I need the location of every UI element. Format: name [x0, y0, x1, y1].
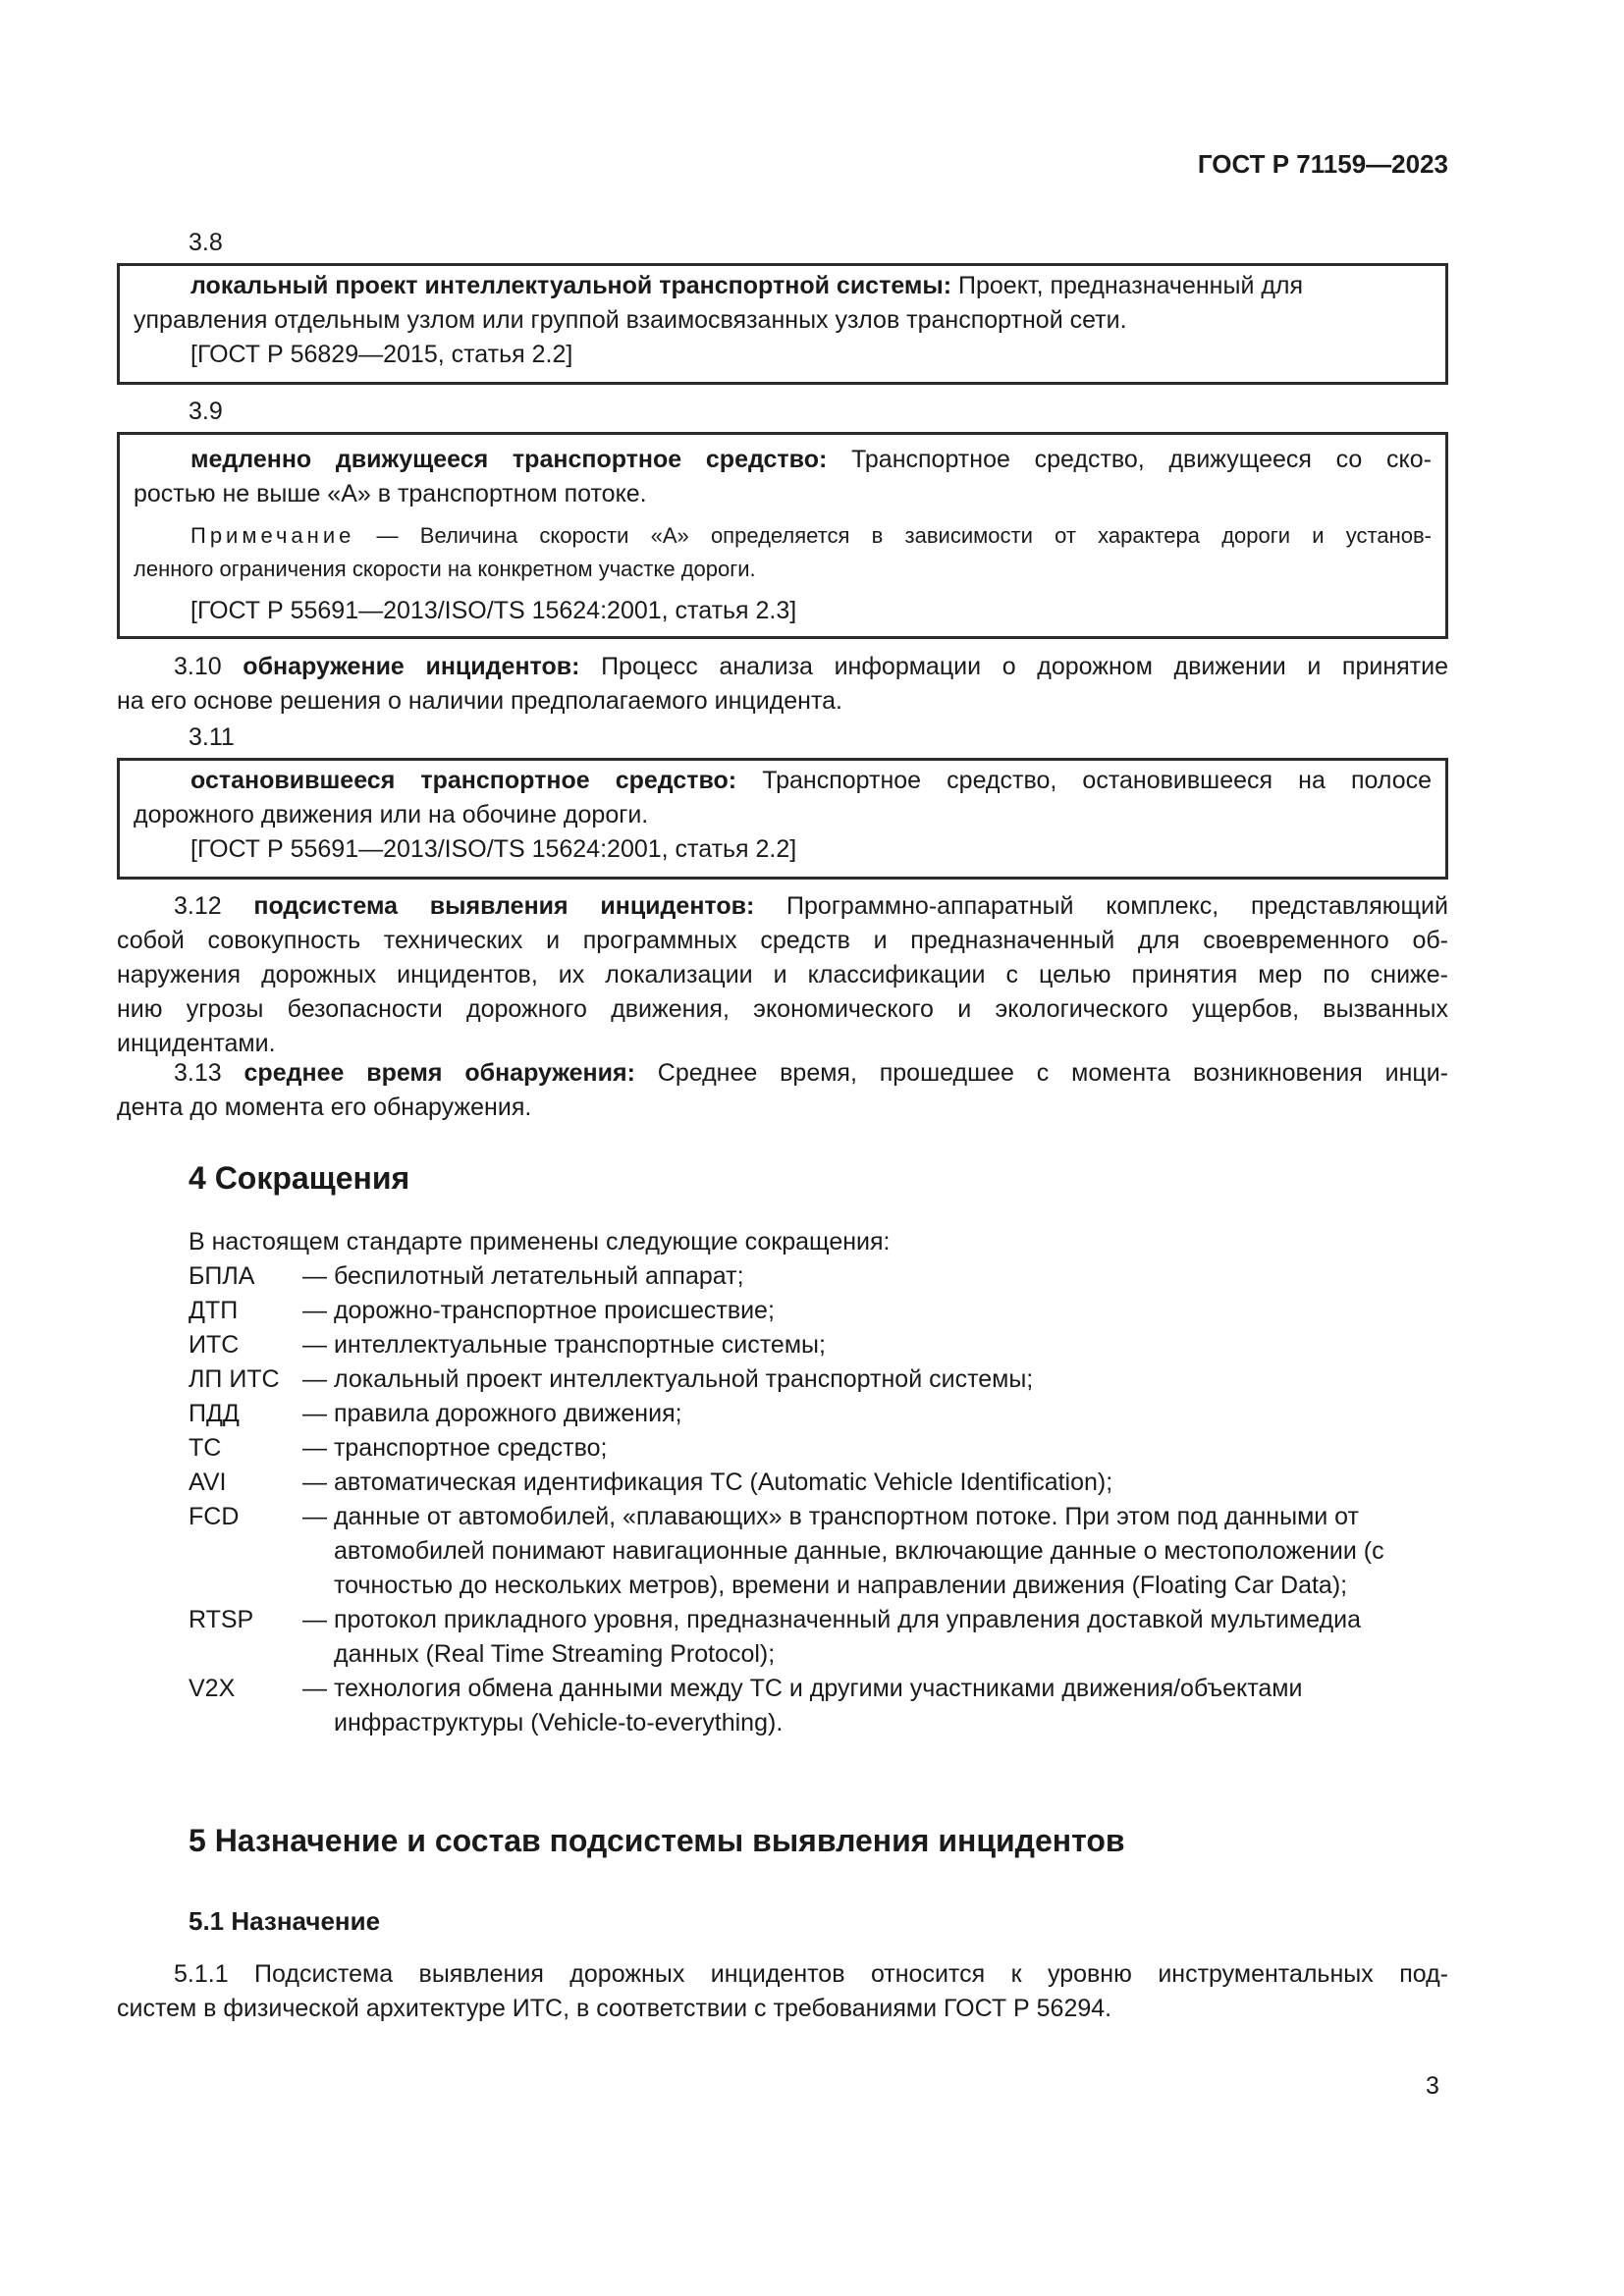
abbreviation-term: ПДД — [189, 1400, 240, 1427]
term-3-10-def-line1: Процесс анализа информации о дорожном движении и принятие — [579, 653, 1449, 680]
term-3-10-number: 3.10 — [174, 653, 244, 680]
term-3-10-name: обнаружение инцидентов: — [243, 653, 580, 680]
term-3-8-def-line2: управления отдельным узлом или группой взаимосвязанных узлов транспортной сети. — [134, 306, 1127, 334]
term-3-9-source: [ГОСТ Р 55691—2013/ISO/TS 15624:2001, статья 2.3] — [190, 597, 797, 624]
note-text-line1: — Величина скорости «А» определяется в зависимости от характера дороги и установ- — [354, 523, 1432, 548]
abbreviation-definition: — данные от автомобилей, «плавающих» в транспортном потоке. При этом под данными от автомобилей понимают навигационные данные, включающие данные о местоположении (с точностью до нескольких метров), времени и направлении движения (Floating Car Data); — [302, 1503, 1384, 1599]
term-3-11-source: [ГОСТ Р 55691—2013/ISO/TS 15624:2001, статья 2.2] — [190, 835, 797, 863]
abbreviation-list — [189, 1259, 1448, 1740]
section-4-heading: 4 Сокращения — [189, 1160, 410, 1196]
abbreviation-term: AVI — [189, 1468, 227, 1496]
term-3-9-note-line1 — [134, 519, 1432, 553]
term-number-3-8: 3.8 — [189, 229, 223, 256]
abbreviation-item — [189, 1362, 1448, 1397]
section-4-intro: В настоящем стандарте применены следующие сокращения: — [189, 1228, 891, 1255]
section-5-heading: 5 Назначение и состав подсистемы выявления инцидентов — [189, 1823, 1125, 1858]
paragraph-5-1-1-line1: 5.1.1 Подсистема выявления дорожных инцидентов относится к уровню инструментальных под- — [174, 1960, 1448, 1988]
document-code: ГОСТ Р 71159—2023 — [1197, 149, 1448, 179]
section-5-1-heading: 5.1 Назначение — [189, 1906, 381, 1936]
term-3-8-name: локальный проект интеллектуальной транспортной системы: — [190, 272, 952, 299]
term-box-3-9 — [117, 432, 1448, 639]
abbreviation-definition: — транспортное средство; — [302, 1434, 608, 1462]
abbreviation-item — [189, 1603, 1448, 1672]
term-3-9-def-line2: ростью не выше «А» в транспортном потоке. — [134, 480, 647, 507]
abbreviation-item — [189, 1259, 1448, 1294]
abbreviation-item — [189, 1466, 1448, 1500]
term-number-3-11: 3.11 — [189, 723, 235, 751]
term-3-9-name: медленно движущееся транспортное средство: — [190, 446, 828, 473]
abbreviation-term: RTSP — [189, 1606, 254, 1633]
term-3-12-def-line3: наружения дорожных инцидентов, их локализации и классификации с целью принятия мер по сниже- — [117, 961, 1448, 988]
abbreviation-term: V2X — [189, 1675, 236, 1702]
abbreviation-item — [189, 1294, 1448, 1328]
term-3-12-def-line2: собой совокупность технических и программных средств и предназначенный для своевременного об- — [117, 927, 1448, 954]
note-text-line2: ленного ограничения скорости на конкретном участке дороги. — [134, 557, 756, 581]
abbreviation-term: ИТС — [189, 1331, 240, 1359]
abbreviation-term: БПЛА — [189, 1262, 255, 1290]
term-3-10 — [117, 650, 1448, 719]
term-number-3-9: 3.9 — [189, 398, 223, 425]
abbreviation-item — [189, 1431, 1448, 1466]
abbreviation-definition: — интеллектуальные транспортные системы; — [302, 1331, 826, 1359]
term-3-12-line1 — [117, 889, 1448, 924]
term-3-11-name: остановившееся транспортное средство: — [190, 767, 737, 794]
abbreviation-term: ДТП — [189, 1297, 239, 1324]
abbreviation-definition: — локальный проект интеллектуальной транспортной системы; — [302, 1365, 1034, 1393]
paragraph-5-1-1-line2: систем в физической архитектуре ИТС, в соответствии с требованиями ГОСТ Р 56294. — [117, 1995, 1112, 2022]
abbreviation-definition: — автоматическая идентификация ТС (Automatic Vehicle Identification); — [302, 1468, 1113, 1496]
term-3-13-def-line2: дента до момента его обнаружения. — [117, 1094, 532, 1121]
note-label: Примечание — [190, 523, 355, 548]
abbreviation-definition: — беспилотный летательный аппарат; — [302, 1262, 744, 1290]
abbreviation-definition: — дорожно-транспортное происшествие; — [302, 1297, 775, 1324]
term-3-13 — [117, 1056, 1448, 1125]
abbreviation-definition: — протокол прикладного уровня, предназначенный для управления доставкой мультимедиа данных (Real Time Streaming Protocol); — [302, 1606, 1361, 1668]
term-3-10-line1 — [117, 650, 1448, 684]
term-3-13-line1 — [117, 1056, 1448, 1091]
page-number: 3 — [1426, 2072, 1439, 2100]
term-3-12-def-line4: нию угрозы безопасности дорожного движения, экономического и экологического ущербов, вызванных — [117, 995, 1448, 1023]
term-3-9-note — [134, 519, 1432, 586]
term-3-10-def-line2: на его основе решения о наличии предполагаемого инцидента. — [117, 687, 843, 715]
term-3-13-number: 3.13 — [174, 1059, 244, 1087]
term-3-12-def-line5: инцидентами. — [117, 1030, 276, 1057]
abbreviation-item — [189, 1672, 1448, 1740]
term-3-12-name: подсистема выявления инцидентов: — [253, 892, 755, 920]
term-3-8-line1 — [134, 269, 1432, 303]
term-3-8-def-line1: Проект, предназначенный для — [951, 272, 1304, 299]
term-3-12-def-line1: Программно-аппаратный комплекс, представляющий — [754, 892, 1448, 920]
term-3-9-def-line1: Транспортное средство, движущееся со ско- — [827, 446, 1432, 473]
term-3-9-line1 — [134, 443, 1432, 477]
term-box-3-11 — [117, 758, 1448, 880]
abbreviation-item — [189, 1500, 1448, 1603]
abbreviation-term: FCD — [189, 1503, 240, 1530]
paragraph-5-1-1 — [117, 1957, 1448, 2026]
term-3-12-number: 3.12 — [174, 892, 254, 920]
term-3-12 — [117, 889, 1448, 1061]
term-3-13-name: среднее время обнаружения: — [244, 1059, 635, 1087]
term-3-11-def-line2: дорожного движения или на обочине дороги. — [134, 801, 649, 828]
abbreviation-term: ТС — [189, 1434, 222, 1462]
term-3-11-def-line1: Транспортное средство, остановившееся на полосе — [736, 767, 1433, 794]
term-3-13-def-line1: Среднее время, прошедшее с момента возникновения инци- — [634, 1059, 1449, 1087]
term-3-8-source: [ГОСТ Р 56829—2015, статья 2.2] — [190, 341, 573, 368]
abbreviation-definition: — технология обмена данными между ТС и другими участниками движения/объектами инфраструктуры (Vehicle-to-everything). — [302, 1675, 1303, 1736]
abbreviation-item — [189, 1397, 1448, 1431]
term-3-11-line1 — [134, 764, 1432, 798]
term-box-3-8 — [117, 263, 1448, 385]
abbreviation-item — [189, 1328, 1448, 1362]
abbreviation-definition: — правила дорожного движения; — [302, 1400, 682, 1427]
abbreviation-term: ЛП ИТС — [189, 1365, 280, 1393]
